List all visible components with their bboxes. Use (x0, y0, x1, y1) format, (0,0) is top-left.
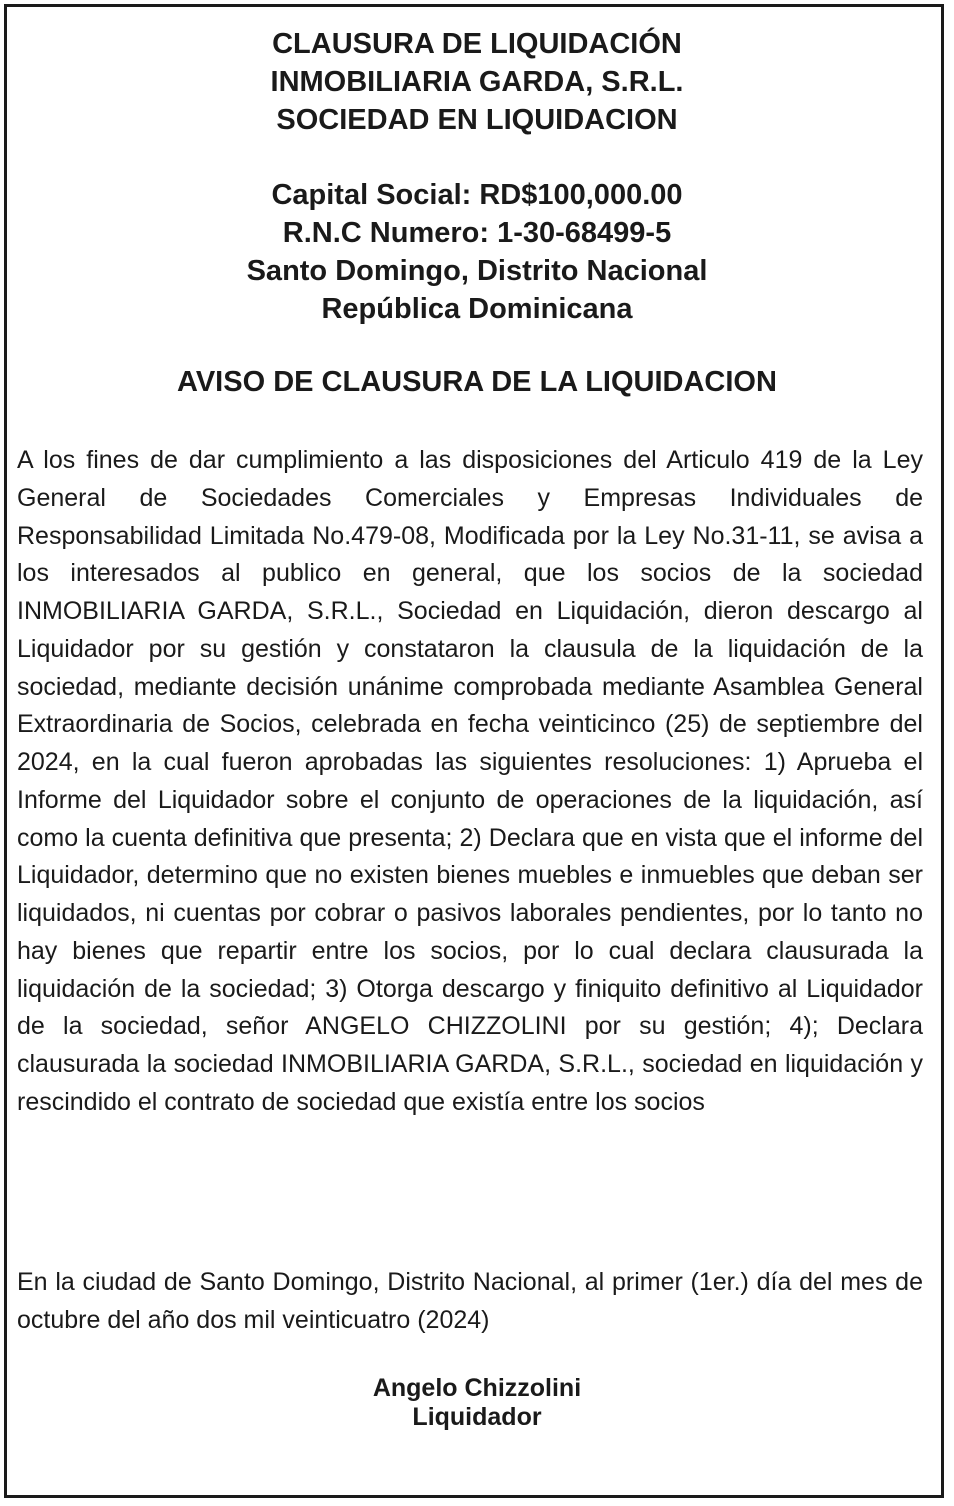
notice-heading: AVISO DE CLAUSURA DE LA LIQUIDACION (177, 366, 777, 398)
closing-paragraph: En la ciudad de Santo Domingo, Distrito Nacional, al primer (1er.) día del mes de octubre del año dos mil veinticuatro (2024) (17, 1268, 923, 1334)
title-line: INMOBILIARIA GARDA, S.R.L. (270, 66, 684, 98)
signature-block (0, 1374, 954, 1432)
title-line: SOCIEDAD EN LIQUIDACION (276, 104, 678, 136)
title-line: CLAUSURA DE LIQUIDACIÓN (272, 28, 682, 60)
notice-title (0, 25, 954, 139)
company-info (0, 176, 954, 328)
city-location: Santo Domingo, Distrito Nacional (246, 255, 708, 287)
capital-social: Capital Social: RD$100,000.00 (271, 179, 683, 211)
country: República Dominicana (321, 293, 633, 325)
rnc-number: R.N.C Numero: 1-30-68499-5 (282, 217, 672, 249)
main-paragraph: A los fines de dar cumplimiento a las disposiciones del Articulo 419 de la Ley General de Sociedades Comerciales y Empresas Individuales de Responsabilidad Limitada No.479-08, Modificada por la Ley No.31-11, se avisa a los interesados al publico en general, que los socios de la sociedad INMOBILIARIA GARDA, S.R.L., Sociedad en Liquidación, dieron descargo al Liquidador por su gestión y constataron la clausula de la liquidación de la sociedad, mediante decisión unánime comprobada mediante Asamblea General Extraordinaria de Socios, celebrada en fecha veinticinco (25) de septiembre del 2024, en la cual fueron aprobadas las siguientes resoluciones: 1) Aprueba el Informe del Liquidador sobre el conjunto de operaciones de la liquidación, así como la cuenta definitiva que presenta; 2) Declara que en vista que el informe del Liquidador, determino que no existen bienes muebles e inmuebles que deban ser liquidados, ni cuentas por cobrar o pasivos laborales pendientes, por lo tanto no hay bienes que repartir entre los socios, por lo cual declara clausurada la liquidación de la sociedad; 3) Otorga descargo y finiquito definitivo al Liquidador de la sociedad, señor ANGELO CHIZZOLINI por su gestión; 4); Declara clausurada la sociedad INMOBILIARIA GARDA, S.R.L., sociedad en liquidación y rescindido el contrato de sociedad que existía entre los socios (17, 446, 923, 1116)
signer-name: Angelo Chizzolini (372, 1374, 582, 1402)
signer-role: Liquidador (412, 1403, 542, 1431)
